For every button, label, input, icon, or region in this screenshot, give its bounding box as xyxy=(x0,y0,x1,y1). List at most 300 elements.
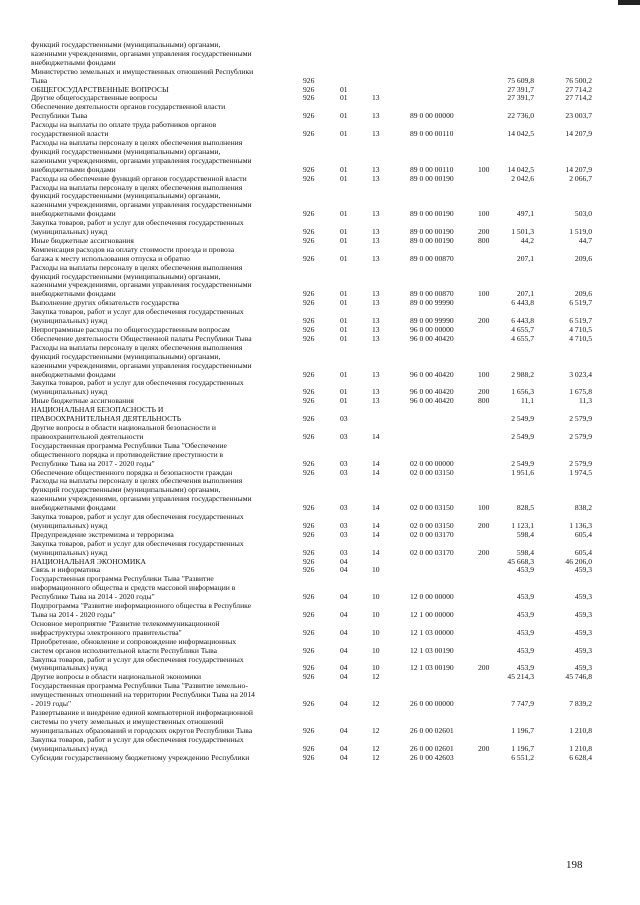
row-name-line: внебюджетными фондами xyxy=(31,289,116,299)
row-name-line: общественного порядка и противодействие преступности в xyxy=(31,449,224,459)
amount-year-1: 1 951,6 xyxy=(511,467,534,477)
amount-year-1: 2 549,9 xyxy=(511,431,534,441)
target-article-code: 89 0 00 00870 xyxy=(410,253,454,263)
subsection-code: 13 xyxy=(372,298,380,308)
section-code: 04 xyxy=(340,663,348,673)
target-article-code: 89 0 00 00870 xyxy=(410,289,454,299)
section-code: 03 xyxy=(340,431,348,441)
table-row xyxy=(0,682,640,709)
row-name-line: Закупка товаров, работ и услуг для обеспечения государственных xyxy=(31,654,244,664)
row-name-line: ПРАВООХРАНИТЕЛЬНАЯ ДЕЯТЕЛЬНОСТЬ xyxy=(31,414,182,424)
target-article-code: 96 0 00 40420 xyxy=(410,333,454,343)
amount-year-2: 1 210,8 xyxy=(569,725,592,735)
row-name-line: функций государственными (муниципальными) органами, xyxy=(31,485,221,495)
target-article-code: 89 0 00 00190 xyxy=(410,235,454,245)
row-name-line: (муниципальных) нужд xyxy=(31,387,108,397)
table-row xyxy=(0,406,640,424)
subsection-code: 13 xyxy=(372,235,380,245)
amount-year-1: 828,5 xyxy=(516,503,534,513)
row-name-line: внебюджетными фондами xyxy=(31,164,116,174)
ved-code: 926 xyxy=(303,129,315,139)
amount-year-2: 44,7 xyxy=(578,235,592,245)
target-article-code: 89 0 00 00110 xyxy=(410,164,454,174)
expense-type-code: 100 xyxy=(478,164,490,174)
ved-code: 926 xyxy=(303,627,315,637)
target-article-code: 12 0 00 00000 xyxy=(410,592,454,602)
table-row xyxy=(0,41,640,68)
ved-code: 926 xyxy=(303,75,315,85)
row-name xyxy=(31,264,311,300)
target-article-code: 89 0 00 00190 xyxy=(410,227,454,237)
table-row xyxy=(0,736,640,754)
target-article-code: 02 0 00 03170 xyxy=(410,529,454,539)
section-code: 03 xyxy=(340,547,348,557)
amount-year-1: 45 214,3 xyxy=(507,672,534,682)
row-name-line: муниципальных образований и городских округов Республики Тыва xyxy=(31,725,253,735)
row-name xyxy=(31,575,311,602)
amount-year-1: 27 391,7 xyxy=(507,93,534,103)
section-code: 01 xyxy=(340,173,348,183)
target-article-code: 02 0 00 03170 xyxy=(410,547,454,557)
amount-year-1: 453,9 xyxy=(516,592,534,602)
amount-year-2: 2 579,9 xyxy=(569,414,592,424)
amount-year-1: 453,9 xyxy=(516,645,534,655)
row-name xyxy=(31,379,311,397)
table-row xyxy=(0,246,640,264)
row-name xyxy=(31,246,311,264)
subsection-code: 14 xyxy=(372,529,380,539)
table-row xyxy=(0,139,640,175)
ved-code: 926 xyxy=(303,209,315,219)
row-name-line: Расходы на выплаты персоналу в целях обеспечения выполнения xyxy=(31,262,243,272)
row-name xyxy=(31,620,311,638)
subsection-code: 12 xyxy=(372,752,380,762)
amount-year-2: 459,3 xyxy=(574,627,592,637)
ved-code: 926 xyxy=(303,396,315,406)
ved-code: 926 xyxy=(303,173,315,183)
subsection-code: 13 xyxy=(372,387,380,397)
section-code: 01 xyxy=(340,164,348,174)
amount-year-1: 7 747,9 xyxy=(511,699,534,709)
row-name-line: казенными учреждениями, органами управления государственными xyxy=(31,200,252,210)
amount-year-1: 1 123,1 xyxy=(511,520,534,530)
amount-year-2: 14 207,9 xyxy=(565,129,592,139)
row-name-line: Приобретение, обновление и сопровождение информационных xyxy=(31,636,237,646)
amount-year-2: 14 207,9 xyxy=(565,164,592,174)
expense-type-code: 200 xyxy=(478,547,490,557)
amount-year-2: 838,2 xyxy=(574,503,592,513)
subsection-code: 13 xyxy=(372,316,380,326)
section-code: 03 xyxy=(340,503,348,513)
row-name-line: Республике Тыва на 2014 - 2020 годы" xyxy=(31,592,155,602)
subsection-code: 13 xyxy=(372,289,380,299)
subsection-code: 12 xyxy=(372,672,380,682)
amount-year-2: 2 579,9 xyxy=(569,431,592,441)
amount-year-1: 45 668,3 xyxy=(507,556,534,566)
amount-year-1: 1 196,7 xyxy=(511,725,534,735)
row-name xyxy=(31,736,311,754)
subsection-code: 12 xyxy=(372,725,380,735)
expense-type-code: 100 xyxy=(478,209,490,219)
section-code: 04 xyxy=(340,672,348,682)
row-name-line: (муниципальных) нужд xyxy=(31,663,108,673)
ved-code: 926 xyxy=(303,699,315,709)
row-name-line: Государственная программа Республики Тыва "Развитие земельно- xyxy=(31,681,248,691)
amount-year-1: 453,9 xyxy=(516,627,534,637)
row-name-line: Закупка товаров, работ и услуг для обеспечения государственных xyxy=(31,734,244,744)
amount-year-2: 459,3 xyxy=(574,592,592,602)
subsection-code: 10 xyxy=(372,663,380,673)
amount-year-1: 4 655,7 xyxy=(511,325,534,334)
subsection-code: 13 xyxy=(372,369,380,379)
subsection-code: 13 xyxy=(372,209,380,219)
expense-type-code: 200 xyxy=(478,663,490,673)
row-name-line: Основное мероприятие "Развитие телекоммуникационной xyxy=(31,618,220,628)
section-code: 03 xyxy=(340,529,348,539)
ved-code: 926 xyxy=(303,565,315,575)
row-name-line: Другие вопросы в области национальной безопасности и xyxy=(31,422,216,432)
section-code: 01 xyxy=(340,316,348,326)
amount-year-2: 2 066,7 xyxy=(569,173,592,183)
row-name xyxy=(31,68,311,86)
section-code: 01 xyxy=(340,333,348,343)
ved-code: 926 xyxy=(303,316,315,326)
section-code: 03 xyxy=(340,467,348,477)
target-article-code: 02 0 00 03150 xyxy=(410,467,454,477)
ved-code: 926 xyxy=(303,235,315,245)
section-code: 04 xyxy=(340,627,348,637)
row-name xyxy=(31,602,311,620)
subsection-code: 13 xyxy=(372,253,380,263)
amount-year-1: 1 196,7 xyxy=(511,743,534,753)
amount-year-2: 605,4 xyxy=(574,547,592,557)
amount-year-1: 2 988,2 xyxy=(511,369,534,379)
amount-year-1: 1 501,3 xyxy=(511,227,534,237)
row-name-line: (муниципальных) нужд xyxy=(31,743,108,753)
row-name-line: (муниципальных) нужд xyxy=(31,520,108,530)
subsection-code: 10 xyxy=(372,592,380,602)
section-code: 03 xyxy=(340,414,348,424)
target-article-code: 89 0 00 99990 xyxy=(410,298,454,308)
row-name-line: Развертывание и внедрение единой компьютерной информационной xyxy=(31,707,253,717)
table-row xyxy=(0,575,640,602)
ved-code: 926 xyxy=(303,645,315,655)
amount-year-1: 6 443,8 xyxy=(511,316,534,326)
row-name-line: внебюджетными фондами xyxy=(31,57,116,67)
table-row xyxy=(0,620,640,638)
section-code: 01 xyxy=(340,369,348,379)
expense-type-code: 100 xyxy=(478,503,490,513)
row-name xyxy=(31,121,311,139)
row-name-line: (муниципальных) нужд xyxy=(31,227,108,237)
amount-year-2: 11,3 xyxy=(578,396,592,406)
ved-code: 926 xyxy=(303,111,315,121)
subsection-code: 13 xyxy=(372,396,380,406)
row-name-line: Выполнение других обязательств государства xyxy=(31,298,180,308)
row-name-line: внебюджетными фондами xyxy=(31,503,116,513)
row-name-line: Расходы на выплаты персоналу в целях обеспечения выполнения xyxy=(31,182,243,192)
ved-code: 926 xyxy=(303,520,315,530)
table-row xyxy=(0,219,640,237)
amount-year-1: 207,1 xyxy=(516,289,534,299)
row-name-line: Обеспечение деятельности Общественной палаты Республики Тыва xyxy=(31,333,252,343)
subsection-code: 10 xyxy=(372,645,380,655)
ved-code: 926 xyxy=(303,325,315,334)
row-name-line: Государственная программа Республики Тыва "Развитие xyxy=(31,574,214,584)
target-article-code: 26 0 00 02601 xyxy=(410,725,454,735)
row-name xyxy=(31,754,311,763)
section-code: 04 xyxy=(340,556,348,566)
row-name-line: Тыва на 2014 - 2020 годы" xyxy=(31,610,116,619)
section-code: 01 xyxy=(340,325,348,334)
target-article-code: 26 0 00 00000 xyxy=(410,699,454,709)
row-name-line: функций государственными (муниципальными) органами, xyxy=(31,146,221,156)
section-code: 01 xyxy=(340,111,348,121)
ved-code: 926 xyxy=(303,227,315,237)
row-name xyxy=(31,477,311,513)
section-code: 01 xyxy=(340,93,348,103)
row-name-line: Закупка товаров, работ и услуг для обеспечения государственных xyxy=(31,218,244,228)
row-name-line: Обеспечение деятельности органов государственной власти xyxy=(31,102,226,112)
amount-year-2: 2 579,9 xyxy=(569,458,592,468)
target-article-code: 12 1 03 00190 xyxy=(410,663,454,673)
row-name-line: функций государственными (муниципальными) органами, xyxy=(31,351,221,361)
row-name-line: казенными учреждениями, органами управления государственными xyxy=(31,280,252,290)
ved-code: 926 xyxy=(303,503,315,513)
row-name-line: внебюджетными фондами xyxy=(31,369,116,379)
ved-code: 926 xyxy=(303,298,315,308)
amount-year-1: 598,4 xyxy=(516,529,534,539)
target-article-code: 02 0 00 00000 xyxy=(410,458,454,468)
amount-year-2: 46 206,0 xyxy=(565,556,592,566)
subsection-code: 13 xyxy=(372,325,380,334)
section-code: 01 xyxy=(340,84,348,94)
ved-code: 926 xyxy=(303,610,315,619)
row-name-line: (муниципальных) нужд xyxy=(31,316,108,326)
amount-year-1: 22 736,0 xyxy=(507,111,534,121)
row-name-line: Иные бюджетные ассигнования xyxy=(31,235,134,245)
amount-year-1: 2 549,9 xyxy=(511,414,534,424)
row-name-line: Непрограммные расходы по общегосударственным вопросам xyxy=(31,325,230,334)
ved-code: 926 xyxy=(303,431,315,441)
ved-code: 926 xyxy=(303,289,315,299)
target-article-code: 12 1 03 00190 xyxy=(410,645,454,655)
row-name-line: Расходы на выплаты по оплате труда работников органов xyxy=(31,120,217,130)
ved-code: 926 xyxy=(303,663,315,673)
subsection-code: 12 xyxy=(372,743,380,753)
budget-table xyxy=(0,41,640,762)
amount-year-1: 6 443,8 xyxy=(511,298,534,308)
section-code: 01 xyxy=(340,129,348,139)
section-code: 01 xyxy=(340,227,348,237)
subsection-code: 14 xyxy=(372,547,380,557)
row-name-line: Закупка товаров, работ и услуг для обеспечения государственных xyxy=(31,538,244,548)
row-name-line: Предупреждение экстремизма и терроризма xyxy=(31,529,174,539)
amount-year-2: 209,6 xyxy=(574,289,592,299)
row-name-line: имущественных отношений на территории Республики Тыва на 2014 xyxy=(31,690,255,700)
target-article-code: 89 0 00 00190 xyxy=(410,209,454,219)
section-code: 04 xyxy=(340,645,348,655)
row-name-line: багажа к месту использования отпуска и обратно xyxy=(31,253,190,263)
ved-code: 926 xyxy=(303,529,315,539)
section-code: 01 xyxy=(340,209,348,219)
amount-year-2: 1 974,5 xyxy=(569,467,592,477)
table-row xyxy=(0,264,640,300)
amount-year-1: 598,4 xyxy=(516,547,534,557)
amount-year-2: 6 519,7 xyxy=(569,316,592,326)
ved-code: 926 xyxy=(303,414,315,424)
target-article-code: 96 0 00 40420 xyxy=(410,396,454,406)
table-row xyxy=(0,638,640,656)
ved-code: 926 xyxy=(303,84,315,94)
section-code: 03 xyxy=(340,520,348,530)
row-name-line: функций государственными (муниципальными) органами, xyxy=(31,271,221,281)
section-code: 04 xyxy=(340,699,348,709)
table-row xyxy=(0,540,640,558)
section-code: 01 xyxy=(340,289,348,299)
row-name-line: казенными учреждениями, органами управления государственными xyxy=(31,48,252,58)
expense-type-code: 800 xyxy=(478,235,490,245)
ved-code: 926 xyxy=(303,164,315,174)
ved-code: 926 xyxy=(303,387,315,397)
table-row xyxy=(0,709,640,736)
section-code: 04 xyxy=(340,610,348,619)
table-row xyxy=(0,602,640,620)
scan-corner-mark xyxy=(618,0,640,5)
subsection-code: 10 xyxy=(372,610,380,619)
target-article-code: 02 0 00 03150 xyxy=(410,520,454,530)
expense-type-code: 200 xyxy=(478,387,490,397)
expense-type-code: 200 xyxy=(478,316,490,326)
target-article-code: 02 0 00 03150 xyxy=(410,503,454,513)
amount-year-2: 503,0 xyxy=(574,209,592,219)
row-name xyxy=(31,139,311,175)
row-name xyxy=(31,638,311,656)
subsection-code: 14 xyxy=(372,503,380,513)
amount-year-1: 4 655,7 xyxy=(511,333,534,343)
section-code: 01 xyxy=(340,387,348,397)
ved-code: 926 xyxy=(303,752,315,762)
section-code: 01 xyxy=(340,235,348,245)
target-article-code: 26 0 00 42603 xyxy=(410,752,454,762)
row-name-line: Иные бюджетные ассигнования xyxy=(31,396,134,406)
subsection-code: 14 xyxy=(372,431,380,441)
row-name-line: инфраструктуры электронного правительства" xyxy=(31,627,182,637)
row-name-line: НАЦИОНАЛЬНАЯ ЭКОНОМИКА xyxy=(31,556,146,566)
subsection-code: 13 xyxy=(372,227,380,237)
ved-code: 926 xyxy=(303,725,315,735)
table-row xyxy=(0,121,640,139)
target-article-code: 89 0 00 99990 xyxy=(410,316,454,326)
section-code: 01 xyxy=(340,253,348,263)
ved-code: 926 xyxy=(303,743,315,753)
row-name-line: внебюджетными фондами xyxy=(31,209,116,219)
row-name xyxy=(31,219,311,237)
amount-year-1: 1 656,3 xyxy=(511,387,534,397)
amount-year-2: 4 710,5 xyxy=(569,325,592,334)
row-name-line: казенными учреждениями, органами управления государственными xyxy=(31,360,252,370)
amount-year-2: 7 839,2 xyxy=(569,699,592,709)
section-code: 04 xyxy=(340,725,348,735)
subsection-code: 13 xyxy=(372,164,380,174)
amount-year-1: 497,1 xyxy=(516,209,534,219)
amount-year-1: 453,9 xyxy=(516,663,534,673)
row-name-line: функций государственными (муниципальными) органами, xyxy=(31,191,221,201)
expense-type-code: 800 xyxy=(478,396,490,406)
table-row xyxy=(0,103,640,121)
table-row xyxy=(0,477,640,513)
subsection-code: 10 xyxy=(372,565,380,575)
target-article-code: 89 0 00 00110 xyxy=(410,129,454,139)
ved-code: 926 xyxy=(303,467,315,477)
row-name xyxy=(31,682,311,709)
row-name xyxy=(31,184,311,220)
row-name xyxy=(31,656,311,674)
ved-code: 926 xyxy=(303,93,315,103)
amount-year-2: 27 714,2 xyxy=(565,93,592,103)
row-name-line: Республике Тыва на 2017 - 2020 годы" xyxy=(31,458,155,468)
row-name xyxy=(31,442,311,469)
subsection-code: 14 xyxy=(372,467,380,477)
ved-code: 926 xyxy=(303,547,315,557)
amount-year-1: 14 042,5 xyxy=(507,164,534,174)
row-name-line: Субсидии государственному бюджетному учреждению Республики xyxy=(31,752,250,762)
amount-year-1: 2 042,6 xyxy=(511,173,534,183)
amount-year-1: 44,2 xyxy=(520,235,534,245)
subsection-code: 13 xyxy=(372,333,380,343)
amount-year-1: 2 549,9 xyxy=(511,458,534,468)
row-name-line: Связь и информатика xyxy=(31,565,101,575)
target-article-code: 89 0 00 00000 xyxy=(410,111,454,121)
amount-year-2: 27 714,2 xyxy=(565,84,592,94)
ved-code: 926 xyxy=(303,369,315,379)
row-name-line: Расходы на обеспечение функций органов государственной власти xyxy=(31,173,247,183)
row-name-line: Расходы на выплаты персоналу в целях обеспечения выполнения xyxy=(31,476,243,486)
table-row xyxy=(0,656,640,674)
row-name-line: Министерство земельных и имущественных отношений Республики xyxy=(31,66,254,76)
amount-year-1: 453,9 xyxy=(516,565,534,575)
row-name-line: информационного общества и средств массовой информации в xyxy=(31,583,236,593)
table-row xyxy=(0,184,640,220)
ved-code: 926 xyxy=(303,458,315,468)
subsection-code: 14 xyxy=(372,520,380,530)
row-name xyxy=(31,103,311,121)
amount-year-2: 6 628,4 xyxy=(569,752,592,762)
amount-year-2: 76 500,2 xyxy=(565,75,592,85)
section-code: 04 xyxy=(340,565,348,575)
amount-year-1: 6 551,2 xyxy=(511,752,534,762)
row-name-line: Другие вопросы в области национальной экономики xyxy=(31,672,202,682)
row-name xyxy=(31,308,311,326)
row-name xyxy=(31,406,311,424)
subsection-code: 14 xyxy=(372,458,380,468)
amount-year-2: 4 710,5 xyxy=(569,333,592,343)
subsection-code: 13 xyxy=(372,93,380,103)
table-row xyxy=(0,344,640,380)
row-name-line: казенными учреждениями, органами управления государственными xyxy=(31,494,252,504)
amount-year-1: 453,9 xyxy=(516,610,534,619)
subsection-code: 13 xyxy=(372,173,380,183)
row-name xyxy=(31,424,311,442)
target-article-code: 12 1 00 00000 xyxy=(410,610,454,619)
amount-year-2: 23 003,7 xyxy=(565,111,592,121)
expense-type-code: 200 xyxy=(478,743,490,753)
section-code: 04 xyxy=(340,592,348,602)
amount-year-2: 45 746,8 xyxy=(565,672,592,682)
row-name-line: ОБЩЕГОСУДАРСТВЕННЫЕ ВОПРОСЫ xyxy=(31,84,169,94)
ved-code: 926 xyxy=(303,333,315,343)
amount-year-2: 1 675,8 xyxy=(569,387,592,397)
